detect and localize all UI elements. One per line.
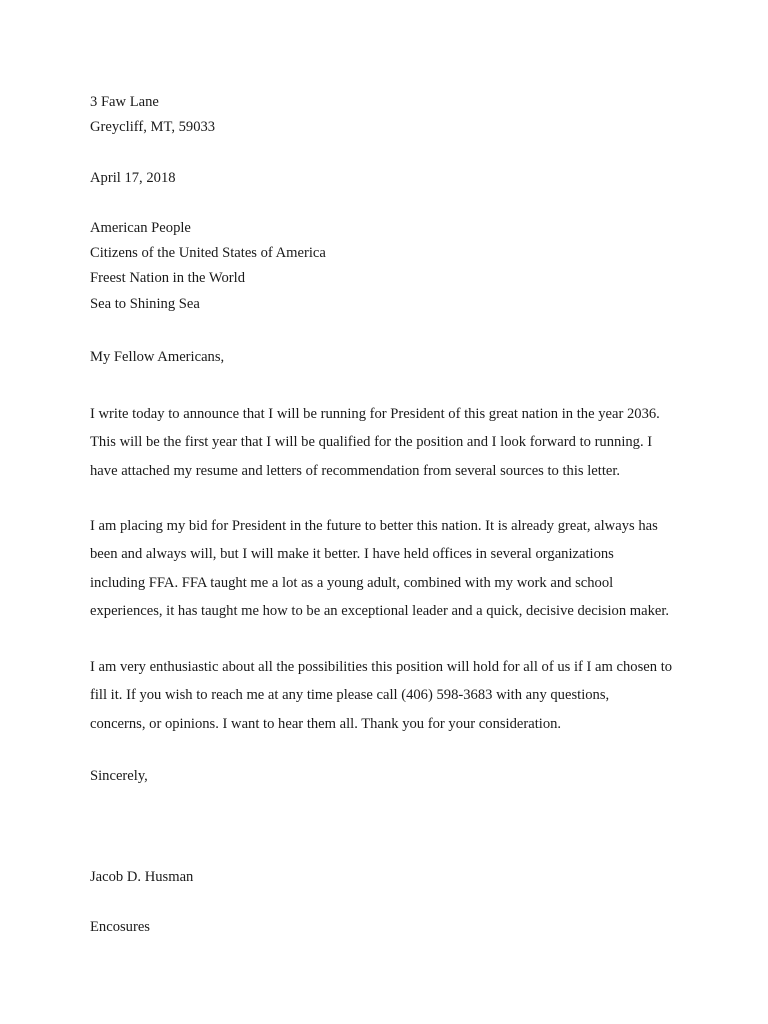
paragraph-line: I write today to announce that I will be running for President of this great nation in the year 2036. [90,406,660,422]
enclosures-note: Encosures [90,919,150,935]
paragraph-line: concerns, or opinions. I want to hear them all. Thank you for your consideration. [90,715,562,732]
salutation: My Fellow Americans, [90,349,225,365]
sender-street: 3 Faw Lane [90,94,159,110]
body-paragraph-2 [90,517,690,630]
paragraph-line: experiences, it has taught me how to be an exceptional leader and a quick, decisive decision maker. [90,602,670,619]
paragraph-line: This will be the first year that I will be qualified for the position and I look forward to running. I [90,434,653,451]
recipient-line-2: Citizens of the United States of America [90,245,326,261]
paragraph-line: fill it. If you wish to reach me at any time please call (406) 598-3683 with any questions, [90,687,610,704]
recipient-line-1: American People [90,220,191,236]
paragraph-line: I am very enthusiastic about all the possibilities this position will hold for all of us if I am chosen to [90,659,673,675]
body-paragraph-1 [90,405,690,490]
signature-name: Jacob D. Husman [90,869,194,885]
paragraph-line: I am placing my bid for President in the future to better this nation. It is already great, always has [90,518,658,534]
letter-date: April 17, 2018 [90,170,176,186]
body-paragraph-3 [90,658,690,743]
recipient-line-4: Sea to Shining Sea [90,296,200,312]
sender-city-state-zip: Greycliff, MT, 59033 [90,119,216,135]
paragraph-line: including FFA. FFA taught me a lot as a young adult, combined with my work and school [90,574,614,591]
recipient-line-3: Freest Nation in the World [90,270,246,286]
paragraph-line: been and always will, but I will make it better. I have held offices in several organizations [90,546,614,563]
paragraph-line: have attached my resume and letters of recommendation from several sources to this letter. [90,462,621,479]
closing: Sincerely, [90,768,148,784]
